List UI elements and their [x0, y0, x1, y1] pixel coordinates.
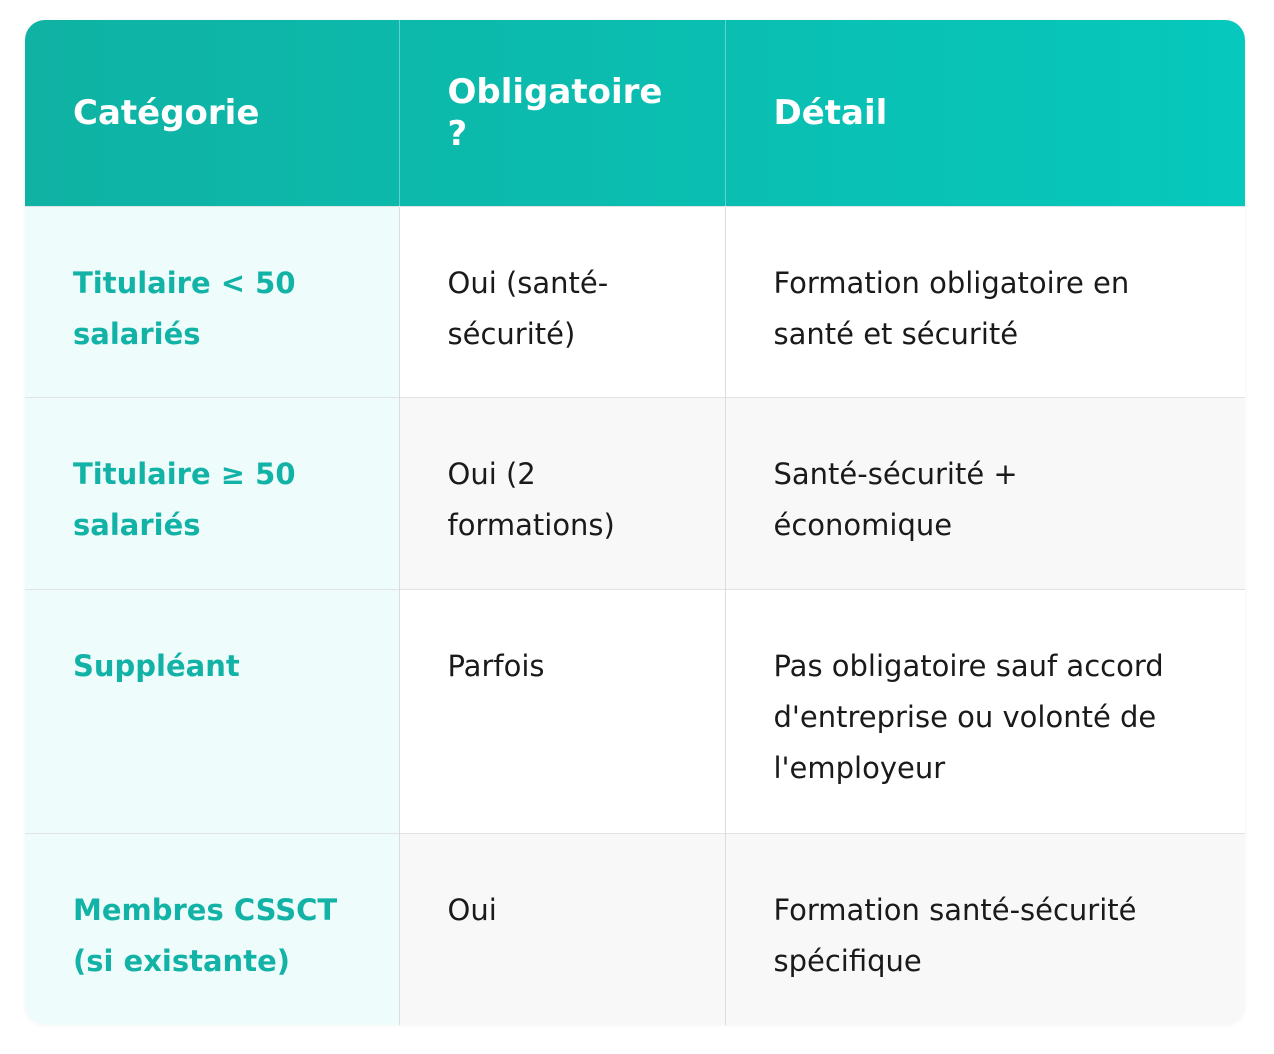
category-cell: Titulaire ≥ 50 salariés — [25, 397, 399, 589]
obligatoire-cell: Oui (santé-sécurité) — [399, 206, 725, 397]
table-row — [25, 397, 1245, 589]
category-cell: Suppléant — [25, 589, 399, 833]
header-detail: Détail — [725, 20, 1245, 206]
table-header-row — [25, 20, 1245, 206]
detail-cell: Formation santé-sécurité spécifique — [725, 833, 1245, 1025]
detail-cell: Santé-sécurité + économique — [725, 397, 1245, 589]
header-obligatoire: Obligatoire ? — [399, 20, 725, 206]
table-card — [25, 20, 1245, 1025]
detail-cell: Formation obligatoire en santé et sécurité — [725, 206, 1245, 397]
table-row — [25, 206, 1245, 397]
header-categorie: Catégorie — [73, 92, 260, 133]
category-cell: Membres CSSCT (si existante) — [25, 833, 399, 1025]
table-row — [25, 833, 1245, 1025]
obligatoire-cell: Parfois — [399, 589, 725, 833]
obligatoire-cell: Oui — [399, 833, 725, 1025]
training-table — [25, 20, 1245, 1025]
table-row — [25, 589, 1245, 833]
category-cell: Titulaire < 50 salariés — [25, 206, 399, 397]
detail-cell: Pas obligatoire sauf accord d'entreprise ou volonté de l'employeur — [725, 589, 1245, 833]
obligatoire-cell: Oui (2 formations) — [399, 397, 725, 589]
